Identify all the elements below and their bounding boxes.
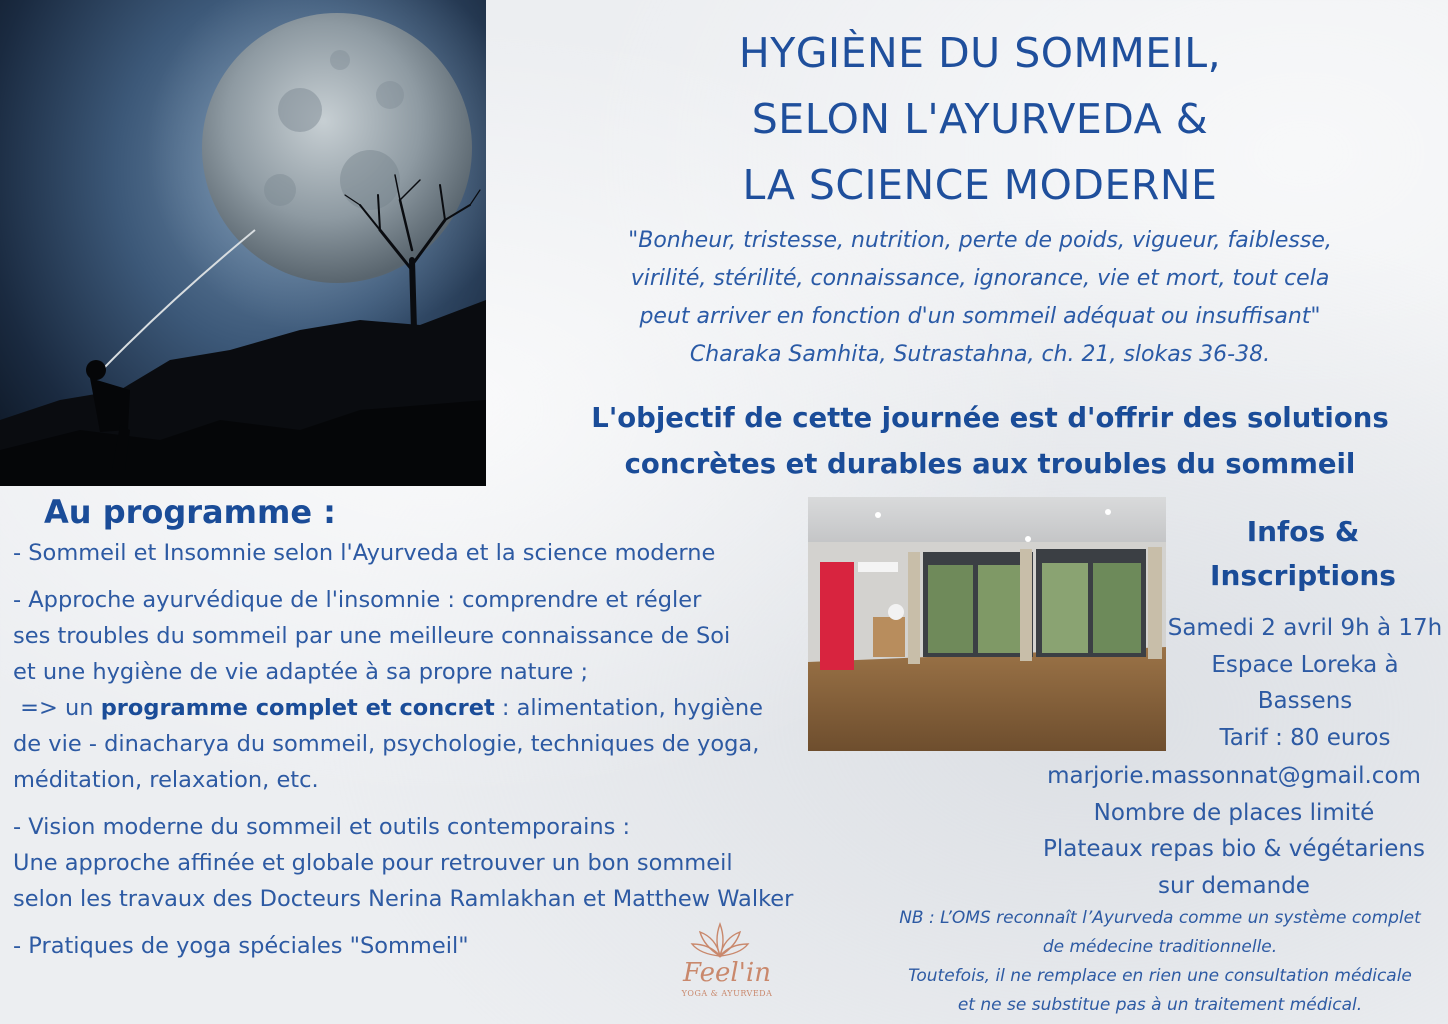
programme-item-2-line-4-suffix: : alimentation, hygiène xyxy=(494,695,763,721)
quote-block xyxy=(600,222,1360,374)
objective-block xyxy=(540,395,1440,487)
quote-source: Charaka Samhita, Sutrastahna, ch. 21, slokas 36-38. xyxy=(689,342,1271,367)
programme-list xyxy=(13,535,813,975)
quote-line-3: peut arriver en fonction d'un sommeil adéquat ou insuffisant" xyxy=(639,304,1321,329)
programme-item-2-line-4 xyxy=(13,690,813,726)
contact-email[interactable]: marjorie.massonnat@gmail.com xyxy=(1047,763,1421,789)
programme-item-2-line-4-bold: programme complet et concret xyxy=(100,695,495,721)
infos-heading xyxy=(1180,510,1426,598)
infos-details xyxy=(1150,610,1448,756)
nb-line-2: de médecine traditionnelle. xyxy=(1042,937,1278,957)
objective-line-1: L'objectif de cette journée est d'offrir des solutions xyxy=(591,402,1389,434)
moon-photo xyxy=(0,0,486,486)
programme-item-3 xyxy=(13,809,813,917)
programme-item-1-text: - Sommeil et Insomnie selon l'Ayurveda et la science moderne xyxy=(13,540,716,566)
programme-item-2-line-2: ses troubles du sommeil par une meilleure connaissance de Soi xyxy=(13,623,731,649)
quote-line-1: "Bonheur, tristesse, nutrition, perte de poids, vigueur, faiblesse, xyxy=(628,228,1332,253)
title-line-2: SELON L'AYURVEDA & xyxy=(751,95,1209,143)
programme-item-2-line-1: - Approche ayurvédique de l'insomnie : comprendre et régler xyxy=(13,587,702,613)
programme-item-2-line-4-prefix: => un xyxy=(13,695,101,721)
event-place-line-1: Espace Loreka à xyxy=(1211,651,1399,678)
objective-line-2: concrètes et durables aux troubles du sommeil xyxy=(624,448,1356,480)
programme-item-3-line-3: selon les travaux des Docteurs Nerina Ramlakhan et Matthew Walker xyxy=(13,886,794,912)
room-photo xyxy=(808,497,1166,751)
logo-tagline: YOGA & AYURVEDA xyxy=(681,989,773,998)
programme-item-2-line-5: de vie - dinacharya du sommeil, psychologie, techniques de yoga, xyxy=(13,731,760,757)
nb-line-4: et ne se substitue pas à un traitement médical. xyxy=(957,995,1363,1015)
title-line-3: LA SCIENCE MODERNE xyxy=(742,161,1218,209)
logo-name: Feel'in xyxy=(683,958,771,988)
programme-item-2-line-3: et une hygiène de vie adaptée à sa propre nature ; xyxy=(13,659,589,685)
programme-item-4-text: - Pratiques de yoga spéciales "Sommeil" xyxy=(13,933,469,959)
red-door xyxy=(820,562,854,670)
event-date: Samedi 2 avril 9h à 17h xyxy=(1167,615,1443,641)
programme-item-3-line-2: Une approche affinée et globale pour retrouver un bon sommeil xyxy=(13,850,733,876)
programme-item-3-line-1: - Vision moderne du sommeil et outils contemporains : xyxy=(13,814,631,840)
disclaimer-note xyxy=(880,904,1440,1020)
nb-line-3: Toutefois, il ne remplace en rien une consultation médicale xyxy=(908,966,1412,986)
infos-heading-line-1: Infos & xyxy=(1246,515,1360,548)
programme-heading: Au programme : xyxy=(44,493,336,531)
event-place-line-2: Bassens xyxy=(1257,688,1353,714)
quote-line-2: virilité, stérilité, connaissance, ignorance, vie et mort, tout cela xyxy=(630,266,1330,291)
wooden-floor xyxy=(808,647,1166,751)
meals-line-2: sur demande xyxy=(1158,872,1310,899)
event-price: Tarif : 80 euros xyxy=(1219,724,1391,751)
page-title xyxy=(640,20,1320,218)
contact-details xyxy=(1020,758,1448,904)
moon-illustration xyxy=(0,0,486,486)
places-limit: Nombre de places limité xyxy=(1093,799,1375,826)
nb-line-1: NB : L’OMS reconnaît l’Ayurveda comme un système complet xyxy=(899,908,1421,928)
programme-item-2-line-6: méditation, relaxation, etc. xyxy=(13,767,319,793)
room-illustration xyxy=(808,497,1166,751)
title-line-1: HYGIÈNE DU SOMMEIL, xyxy=(738,29,1222,77)
meals-line-1: Plateaux repas bio & végétariens xyxy=(1042,836,1425,862)
programme-item-2 xyxy=(13,582,813,798)
programme-item-1 xyxy=(13,535,813,571)
infos-heading-line-2: Inscriptions xyxy=(1210,559,1396,592)
